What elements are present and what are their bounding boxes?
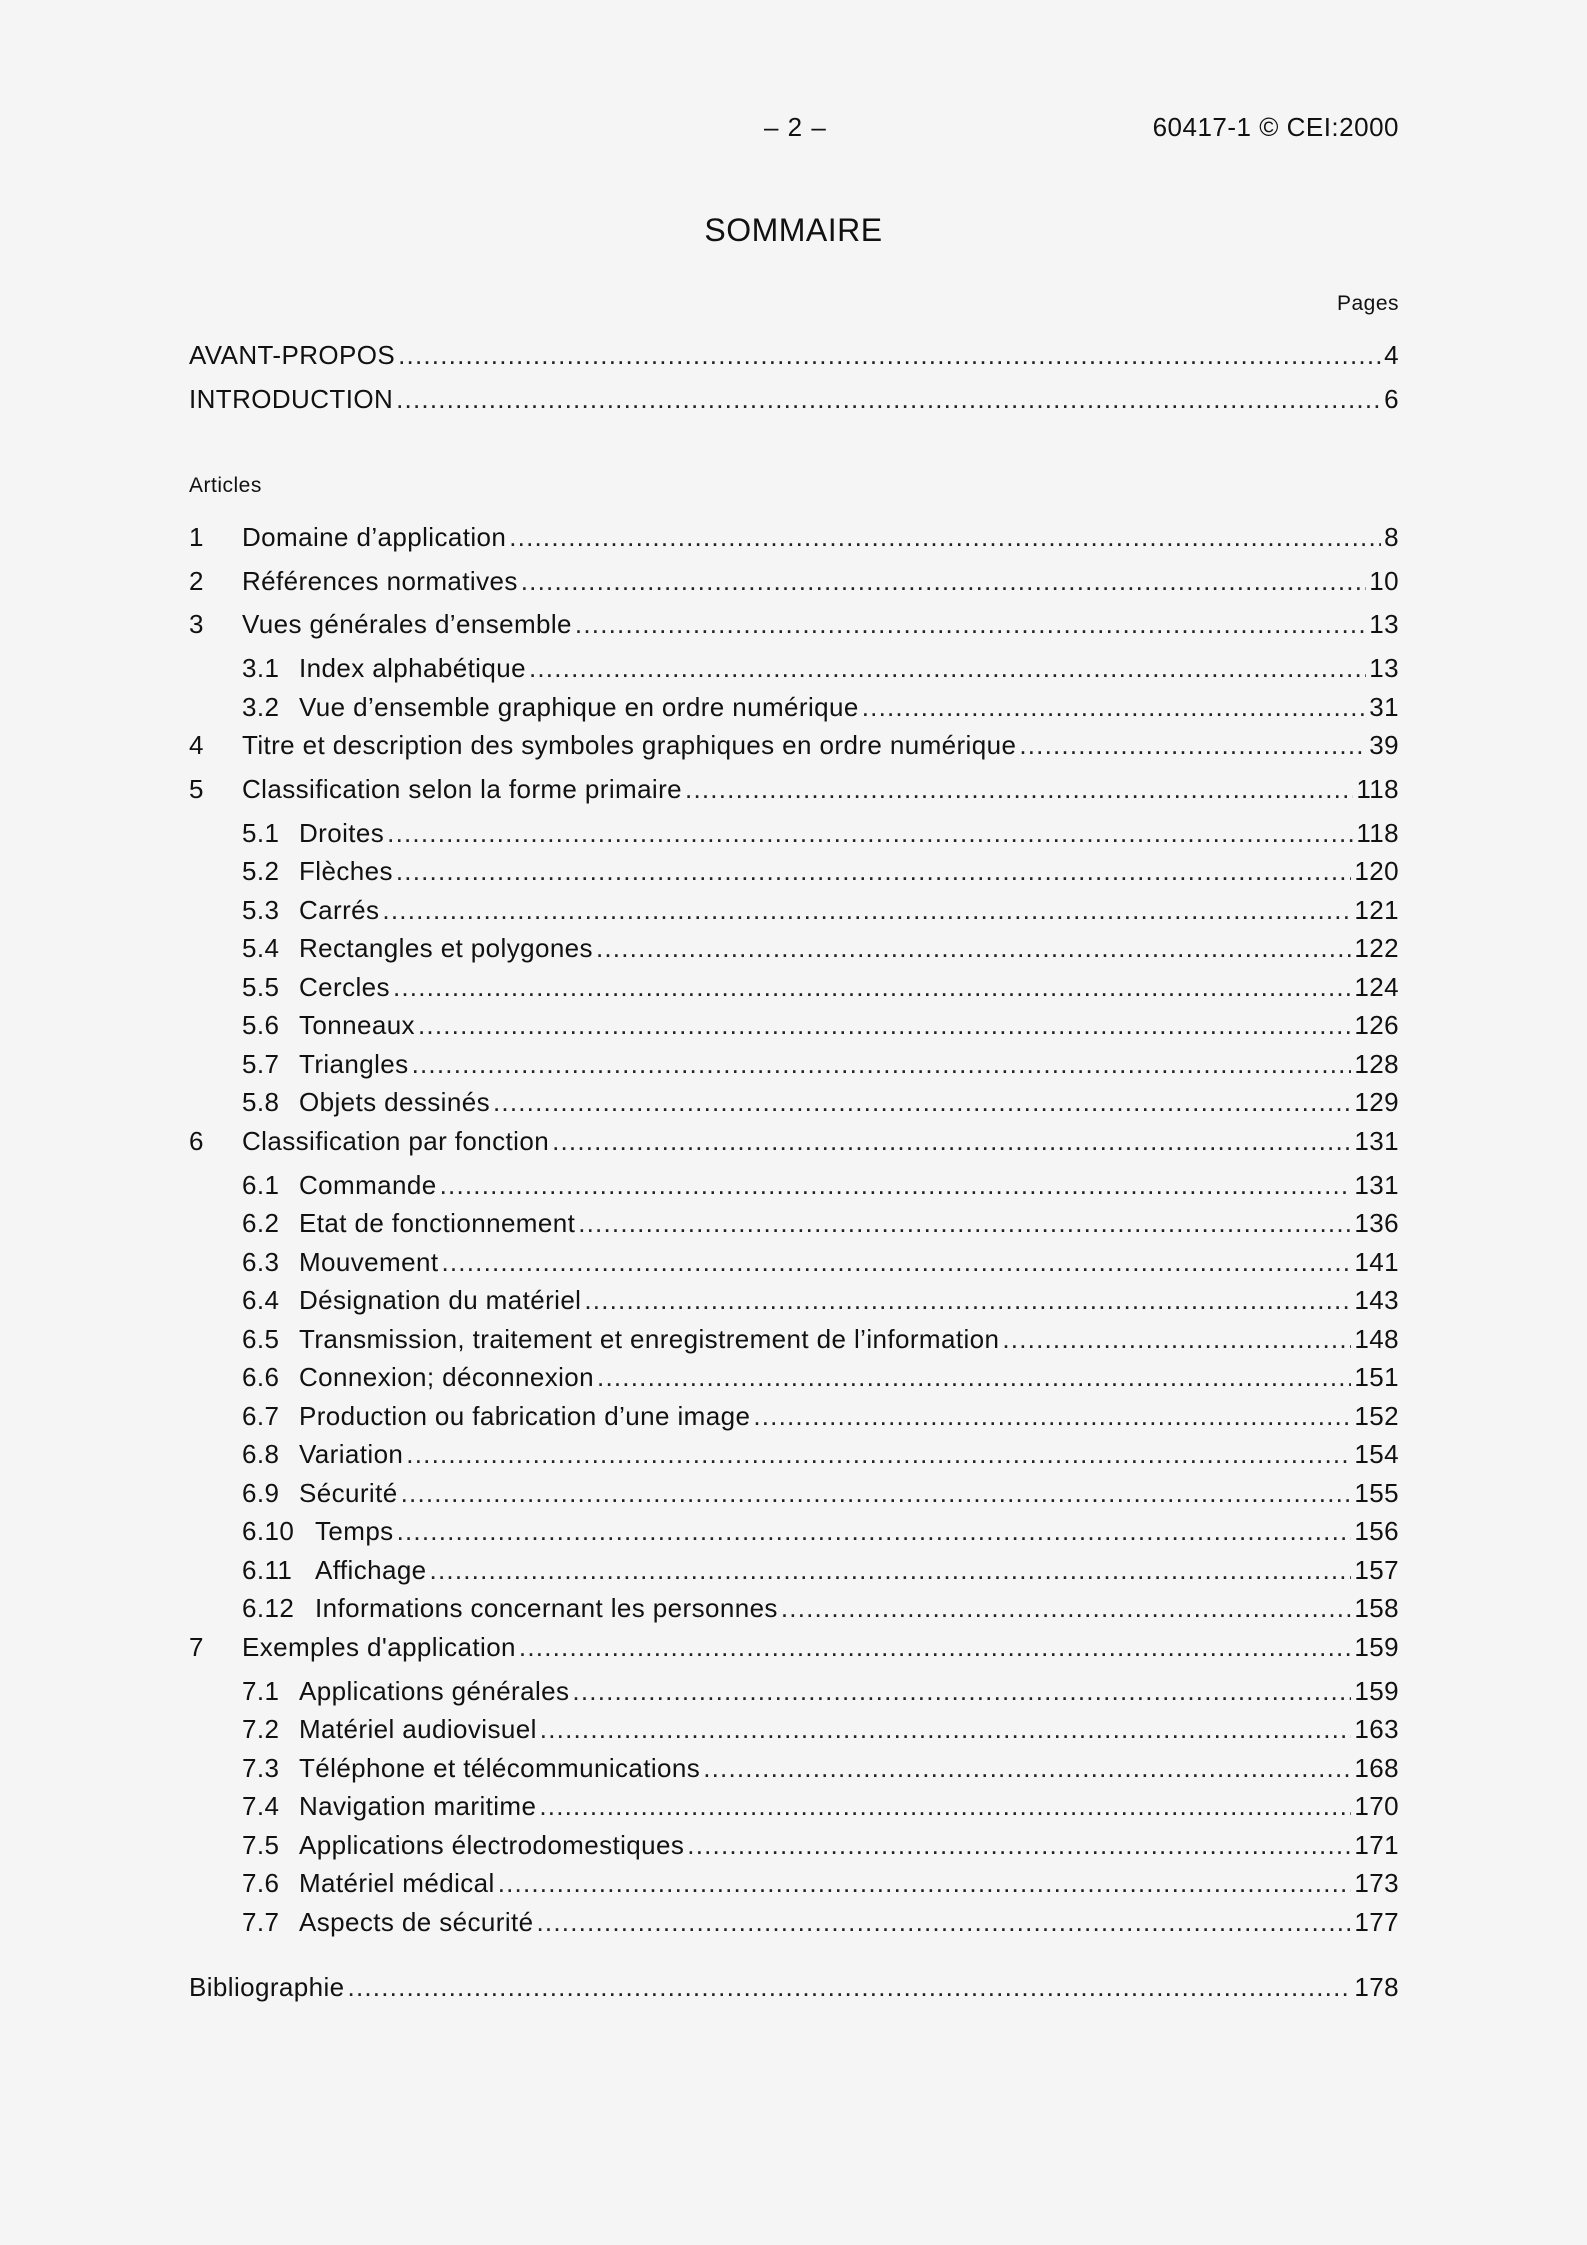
toc-entry [242, 1676, 1399, 1712]
toc-entry-label: Téléphone et télécommunications [299, 1752, 701, 1783]
toc-entry-page: 118 [1356, 817, 1399, 848]
toc-entry [242, 933, 1399, 969]
toc-entry [242, 1087, 1399, 1123]
page-number: – 2 – [764, 112, 827, 142]
dot-leader [509, 522, 1381, 553]
dot-leader [401, 1478, 1352, 1509]
toc-entry-page: 159 [1354, 1675, 1399, 1706]
toc-entry-page: 154 [1354, 1439, 1399, 1469]
dot-leader [387, 818, 1353, 849]
toc-entry-number: 3.1 [242, 653, 280, 683]
toc-entry-label: Applications électrodomestiques [299, 1829, 685, 1860]
toc-entry-label: Classification selon la forme primaire [242, 773, 683, 804]
dot-leader [441, 1247, 1351, 1278]
toc-entry-page: 39 [1369, 730, 1399, 760]
toc-entry-number: 5.2 [242, 856, 280, 886]
toc-entry-number: 5.1 [242, 817, 280, 848]
toc-entry-page: 121 [1354, 894, 1399, 925]
toc-entry [242, 1401, 1399, 1437]
toc-entry-page: 178 [1354, 1972, 1399, 2002]
toc-entry-number: 7.4 [242, 1791, 280, 1821]
toc-entry-page: 126 [1354, 1010, 1399, 1040]
toc-entry-label: Domaine d’application [242, 522, 507, 552]
toc-entry-label: Classification par fonction [242, 1125, 550, 1156]
pages-column-label: Pages [1336, 292, 1399, 315]
dot-leader [396, 856, 1352, 887]
toc-entry-label: Désignation du matériel [299, 1285, 582, 1315]
toc-entry-page: 122 [1354, 933, 1399, 963]
dot-leader [382, 895, 1351, 926]
dot-leader [862, 692, 1367, 723]
toc-entry-page: 177 [1354, 1906, 1399, 1937]
toc-entry-number: 7.3 [242, 1752, 280, 1783]
toc-entry [242, 1170, 1399, 1206]
toc-entry [189, 730, 1399, 766]
toc-entry-page: 124 [1354, 971, 1399, 1002]
toc-entry-number: 6.5 [242, 1323, 280, 1354]
toc-entry-number: 5.6 [242, 1010, 280, 1040]
toc-entry-number: 7.7 [242, 1906, 280, 1937]
toc-entry-label: Tonneaux [299, 1010, 415, 1040]
dot-leader [552, 1126, 1351, 1157]
dot-leader [348, 1972, 1352, 2003]
dot-leader [687, 1830, 1351, 1861]
toc-entry-page: 8 [1384, 522, 1399, 552]
dot-leader [498, 1868, 1352, 1899]
dot-leader [521, 566, 1367, 597]
toc-entry-page: 13 [1369, 653, 1399, 683]
dot-leader [597, 1362, 1351, 1393]
toc-entry-number: 1 [189, 522, 204, 552]
toc-entry-page: 163 [1354, 1714, 1399, 1744]
toc-entry-label: Cercles [299, 971, 390, 1002]
toc-entry [242, 1285, 1399, 1321]
toc-entry-page: 151 [1354, 1362, 1399, 1392]
toc-entry-page: 171 [1354, 1829, 1399, 1860]
toc-entry-number: 6.6 [242, 1362, 280, 1392]
toc-entry-label: Commande [299, 1169, 437, 1200]
toc-entry-label: Triangles [299, 1048, 409, 1079]
toc-entry [189, 774, 1399, 810]
toc-entry-number: 6.9 [242, 1477, 280, 1508]
toc-entry-label: Applications générales [299, 1675, 570, 1706]
dot-leader [406, 1439, 1351, 1470]
toc-entry-number: 6.7 [242, 1400, 280, 1431]
toc-entry-label: Sécurité [299, 1477, 398, 1508]
toc-entry-page: 155 [1354, 1477, 1399, 1508]
toc-entry [189, 1126, 1399, 1162]
toc-entry [242, 1247, 1399, 1283]
dot-leader [440, 1170, 1352, 1201]
dot-leader [398, 340, 1381, 371]
toc-entry [242, 1010, 1399, 1046]
toc-entry [242, 1478, 1399, 1514]
toc-entry-label: Vue d’ensemble graphique en ordre numérique [299, 691, 859, 722]
toc-entry-page: 13 [1369, 609, 1399, 639]
toc-entry-number: 7.5 [242, 1829, 280, 1860]
toc-entry-label: Transmission, traitement et enregistrement de l’information [299, 1323, 1000, 1354]
toc-entry-label: Matériel audiovisuel [299, 1714, 537, 1744]
toc-entry-number: 6.1 [242, 1169, 280, 1200]
toc-entry-label: Rectangles et polygones [299, 933, 593, 963]
toc-entry [242, 972, 1399, 1008]
toc-entry [189, 384, 1399, 420]
toc-entry-label: Flèches [299, 856, 393, 886]
toc-entry [242, 1791, 1399, 1827]
toc-entry-label: Navigation maritime [299, 1791, 537, 1821]
dot-leader [584, 1285, 1351, 1316]
toc-entry [189, 1632, 1399, 1668]
dot-leader [519, 1632, 1351, 1663]
toc-entry-page: 148 [1354, 1323, 1399, 1354]
toc-entry-number: 6.8 [242, 1439, 280, 1469]
toc-entry-number: 6.2 [242, 1208, 280, 1238]
toc-entry-label: Bibliographie [189, 1972, 345, 2002]
toc-entry-number: 6.3 [242, 1246, 280, 1277]
dot-leader [596, 933, 1351, 964]
dot-leader [397, 1516, 1352, 1547]
dot-leader [575, 609, 1366, 640]
toc-entry-page: 10 [1369, 565, 1399, 596]
toc-entry-page: 141 [1354, 1246, 1399, 1277]
toc-entry-number: 5.4 [242, 933, 280, 963]
dot-leader [572, 1676, 1351, 1707]
toc-entry [189, 522, 1399, 558]
toc-entry-number: 4 [189, 730, 204, 760]
toc-entry-number: 7 [189, 1631, 204, 1662]
toc-entry-page: 168 [1354, 1752, 1399, 1783]
toc-entry [189, 1972, 1399, 2008]
toc-entry [242, 653, 1399, 689]
toc-entry-label: Droites [299, 817, 385, 848]
toc-entry-page: 173 [1354, 1868, 1399, 1898]
toc-entry [189, 609, 1399, 645]
toc-entry [242, 856, 1399, 892]
toc-entry [242, 1907, 1399, 1943]
toc-entry [242, 692, 1399, 728]
toc-entry [242, 1868, 1399, 1904]
dot-leader [1019, 730, 1366, 761]
dot-leader [703, 1753, 1351, 1784]
toc-entry-label: Matériel médical [299, 1868, 495, 1898]
toc-entry [242, 1516, 1399, 1552]
toc-entry-label: Objets dessinés [299, 1087, 490, 1117]
toc-entry-page: 131 [1354, 1169, 1399, 1200]
toc-entry [242, 1208, 1399, 1244]
toc-entry [242, 1362, 1399, 1398]
dot-leader [493, 1087, 1351, 1118]
toc-entry-label: Aspects de sécurité [299, 1906, 534, 1937]
toc-entry [242, 1593, 1399, 1629]
toc-entry-page: 170 [1354, 1791, 1399, 1821]
toc-entry-label: Exemples d'application [242, 1631, 516, 1662]
toc-entry-number: 6.10 [242, 1516, 295, 1546]
dot-leader [396, 384, 1381, 415]
toc-entry-label: Références normatives [242, 565, 518, 596]
toc-entry-page: 143 [1354, 1285, 1399, 1315]
toc-entry [242, 1714, 1399, 1750]
dot-leader [412, 1049, 1352, 1080]
toc-entry-page: 157 [1354, 1554, 1399, 1585]
toc-entry-page: 129 [1354, 1087, 1399, 1117]
toc-entry-number: 6.12 [242, 1593, 295, 1623]
toc-entry-number: 7.2 [242, 1714, 280, 1744]
toc-entry-page: 128 [1354, 1048, 1399, 1079]
toc-entry [242, 1439, 1399, 1475]
toc-entry-label: Temps [315, 1516, 394, 1546]
dot-leader [1002, 1324, 1351, 1355]
toc-entry [189, 566, 1399, 602]
toc-entry-page: 31 [1369, 691, 1399, 722]
toc-entry-number: 5.8 [242, 1087, 280, 1117]
toc-entry-label: AVANT-PROPOS [189, 340, 396, 370]
toc-entry [242, 895, 1399, 931]
toc-entry-label: Affichage [315, 1554, 427, 1585]
toc-entry [242, 1324, 1399, 1360]
dot-leader [781, 1593, 1352, 1624]
toc-entry-number: 5.3 [242, 894, 280, 925]
toc-entry-label: Vues générales d’ensemble [242, 609, 572, 639]
toc-entry-number: 3 [189, 609, 204, 639]
toc-entry-label: INTRODUCTION [189, 384, 394, 414]
toc-entry-label: Mouvement [299, 1246, 439, 1277]
toc-entry-page: 120 [1354, 856, 1399, 886]
toc-entry-page: 6 [1384, 384, 1399, 414]
toc-entry-number: 6 [189, 1125, 204, 1156]
toc-entry [189, 340, 1399, 376]
toc-entry-page: 131 [1354, 1125, 1399, 1156]
toc-entry-number: 5 [189, 773, 204, 804]
toc-entry-label: Variation [299, 1439, 404, 1469]
toc-entry-label: Index alphabétique [299, 653, 526, 683]
toc-entry-page: 4 [1384, 340, 1399, 370]
toc-entry [242, 1049, 1399, 1085]
toc-entry [242, 1555, 1399, 1591]
dot-leader [430, 1555, 1352, 1586]
toc-entry [242, 818, 1399, 854]
dot-leader [537, 1907, 1352, 1938]
toc-entry-number: 5.5 [242, 971, 280, 1002]
toc-entry-label: Production ou fabrication d’une image [299, 1400, 751, 1431]
page-header [0, 112, 1587, 152]
toc-entry-number: 7.1 [242, 1675, 280, 1706]
dot-leader [418, 1010, 1351, 1041]
dot-leader [529, 653, 1366, 684]
toc-entry-page: 158 [1354, 1593, 1399, 1623]
toc-entry-label: Etat de fonctionnement [299, 1208, 576, 1238]
dot-leader [578, 1208, 1351, 1239]
toc-entry-number: 6.4 [242, 1285, 280, 1315]
articles-label: Articles [189, 474, 262, 497]
toc-entry [242, 1753, 1399, 1789]
toc-entry-page: 156 [1354, 1516, 1399, 1546]
toc-entry-label: Connexion; déconnexion [299, 1362, 595, 1392]
document-reference: 60417-1 © CEI:2000 [1152, 112, 1399, 142]
dot-leader [540, 1714, 1352, 1745]
toc-entry-label: Titre et description des symboles graphiques en ordre numérique [242, 730, 1017, 760]
toc-entry-number: 6.11 [242, 1554, 293, 1585]
dot-leader [539, 1791, 1351, 1822]
dot-leader [685, 774, 1353, 805]
toc-entry-number: 7.6 [242, 1868, 280, 1898]
page-title: SOMMAIRE [704, 212, 883, 248]
toc-entry [242, 1830, 1399, 1866]
toc-entry-page: 118 [1356, 773, 1399, 804]
toc-entry-page: 136 [1354, 1208, 1399, 1238]
toc-entry-page: 159 [1354, 1631, 1399, 1662]
toc-entry-number: 3.2 [242, 691, 280, 722]
toc-entry-label: Carrés [299, 894, 380, 925]
toc-entry-number: 5.7 [242, 1048, 280, 1079]
dot-leader [393, 972, 1351, 1003]
dot-leader [753, 1401, 1351, 1432]
toc-entry-page: 152 [1354, 1400, 1399, 1431]
toc-entry-number: 2 [189, 565, 204, 596]
toc-entry-label: Informations concernant les personnes [315, 1593, 778, 1623]
